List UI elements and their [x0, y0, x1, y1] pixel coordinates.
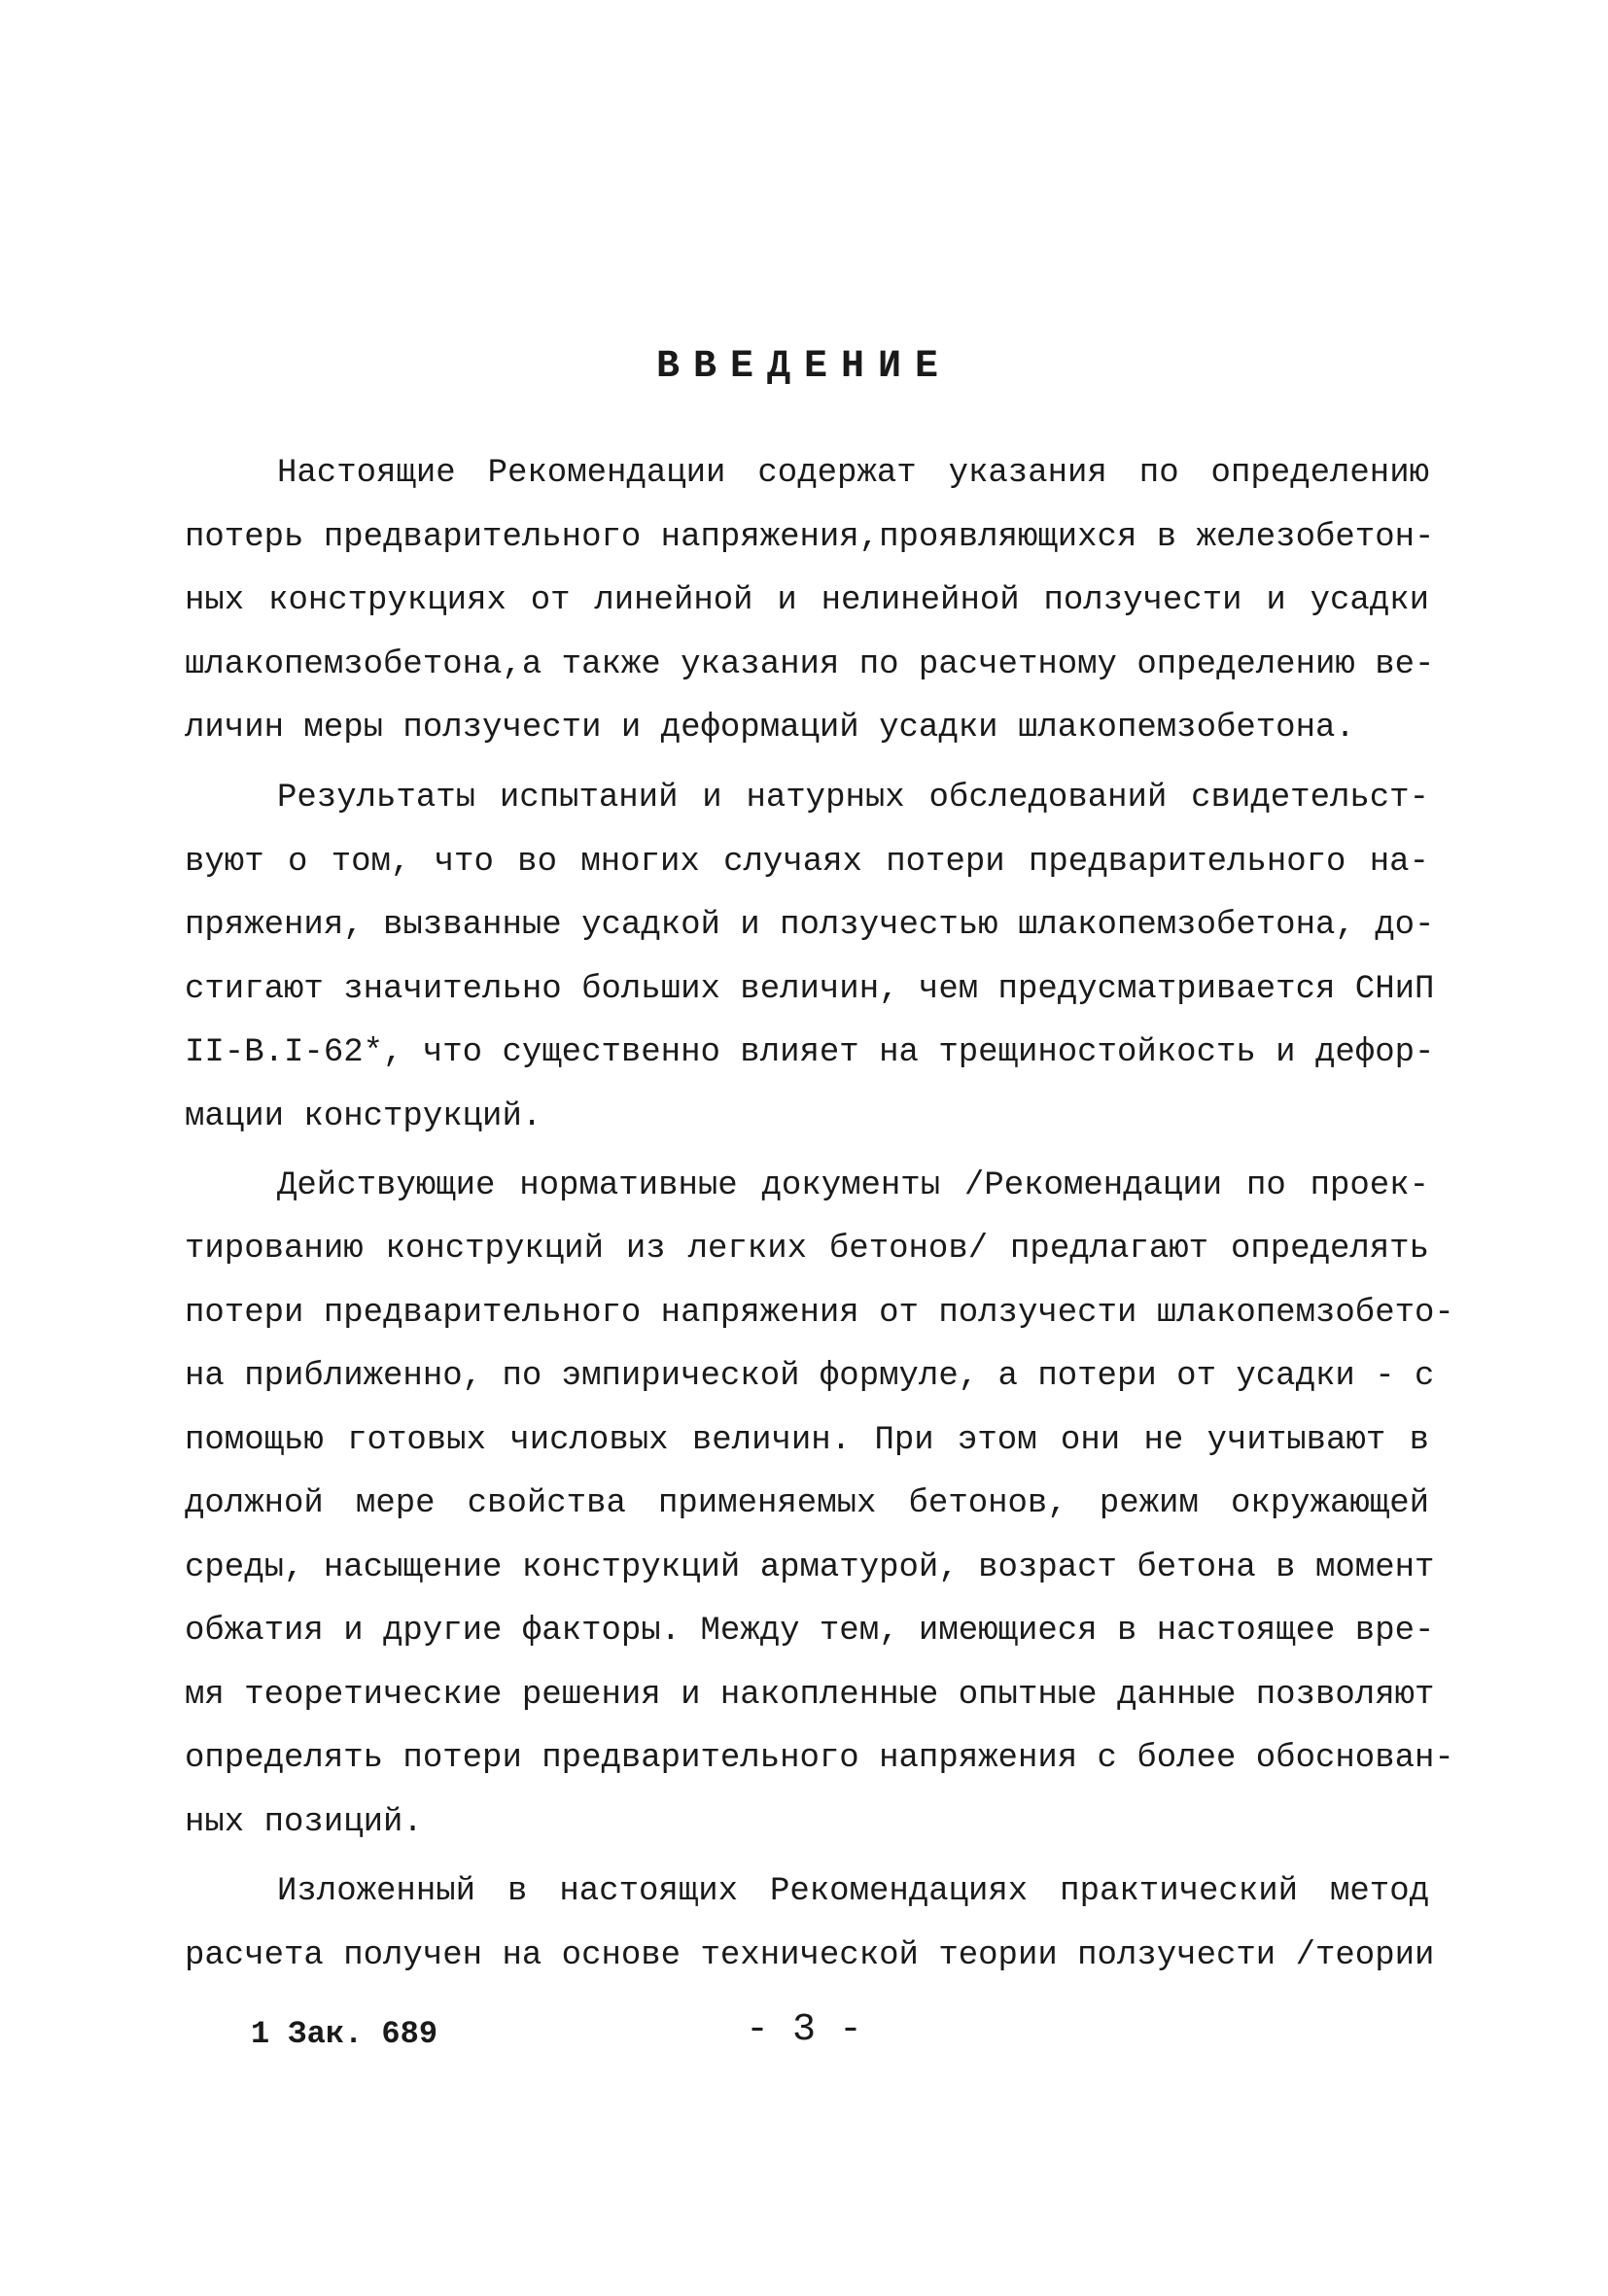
text-line: стигают значительно больших величин, чем предусматривается СНиП [185, 971, 1435, 1008]
text-line: пряжения, вызванные усадкой и ползучестью шлакопемзобетона, до- [185, 907, 1435, 944]
text-line: потерь предварительного напряжения,проявляющихся в железобетон- [185, 519, 1435, 556]
text-line: тированию конструкций из легких бетонов/ предлагают определять [185, 1231, 1429, 1268]
text-line: ных позиций. [185, 1804, 423, 1841]
text-line: шлакопемзобетона,а также указания по расчетному определению ве- [185, 646, 1435, 683]
text-line: Действующие нормативные документы /Рекомендации по проек- [277, 1167, 1429, 1204]
text-line: вуют о том, что во многих случаях потери предварительного на- [185, 844, 1429, 881]
text-line: Результаты испытаний и натурных обследований свидетельст- [277, 780, 1429, 817]
text-line: обжатия и другие факторы. Между тем, имеющиеся в настоящее вре- [185, 1613, 1435, 1650]
text-line: Настоящие Рекомендации содержат указания по определению [277, 455, 1429, 492]
page-number: - 3 - [745, 2008, 863, 2052]
text-line: на приближенно, по эмпирической формуле, а потери от усадки - с [185, 1358, 1435, 1395]
text-line: помощью готовых числовых величин. При этом они не учитывают в [185, 1422, 1429, 1459]
text-line: должной мере свойства применяемых бетонов, режим окружающей [185, 1485, 1429, 1522]
text-line: личин меры ползучести и деформаций усадки шлакопемзобетона. [185, 710, 1355, 747]
text-line: Изложенный в настоящих Рекомендациях практический метод [277, 1873, 1429, 1910]
text-line: II-В.I-62*, что существенно влияет на трещиностойкость и дефор- [185, 1034, 1435, 1071]
text-line: мации конструкций. [185, 1098, 542, 1135]
text-line: потери предварительного напряжения от ползучести шлакопемзобето- [185, 1295, 1454, 1332]
text-line: определять потери предварительного напряжения с более обоснован- [185, 1740, 1454, 1777]
text-line: расчета получен на основе технической теории ползучести /теории [185, 1937, 1435, 1974]
text-line: мя теоретические решения и накопленные опытные данные позволяют [185, 1677, 1435, 1714]
text-line: среды, насыщение конструкций арматурой, возраст бетона в момент [185, 1549, 1435, 1586]
print-order-mark: 1 Зак. 689 [251, 2016, 438, 2052]
page-title: ВВЕДЕНИЕ [655, 345, 953, 389]
text-line: ных конструкциях от линейной и нелинейной ползучести и усадки [185, 582, 1429, 619]
